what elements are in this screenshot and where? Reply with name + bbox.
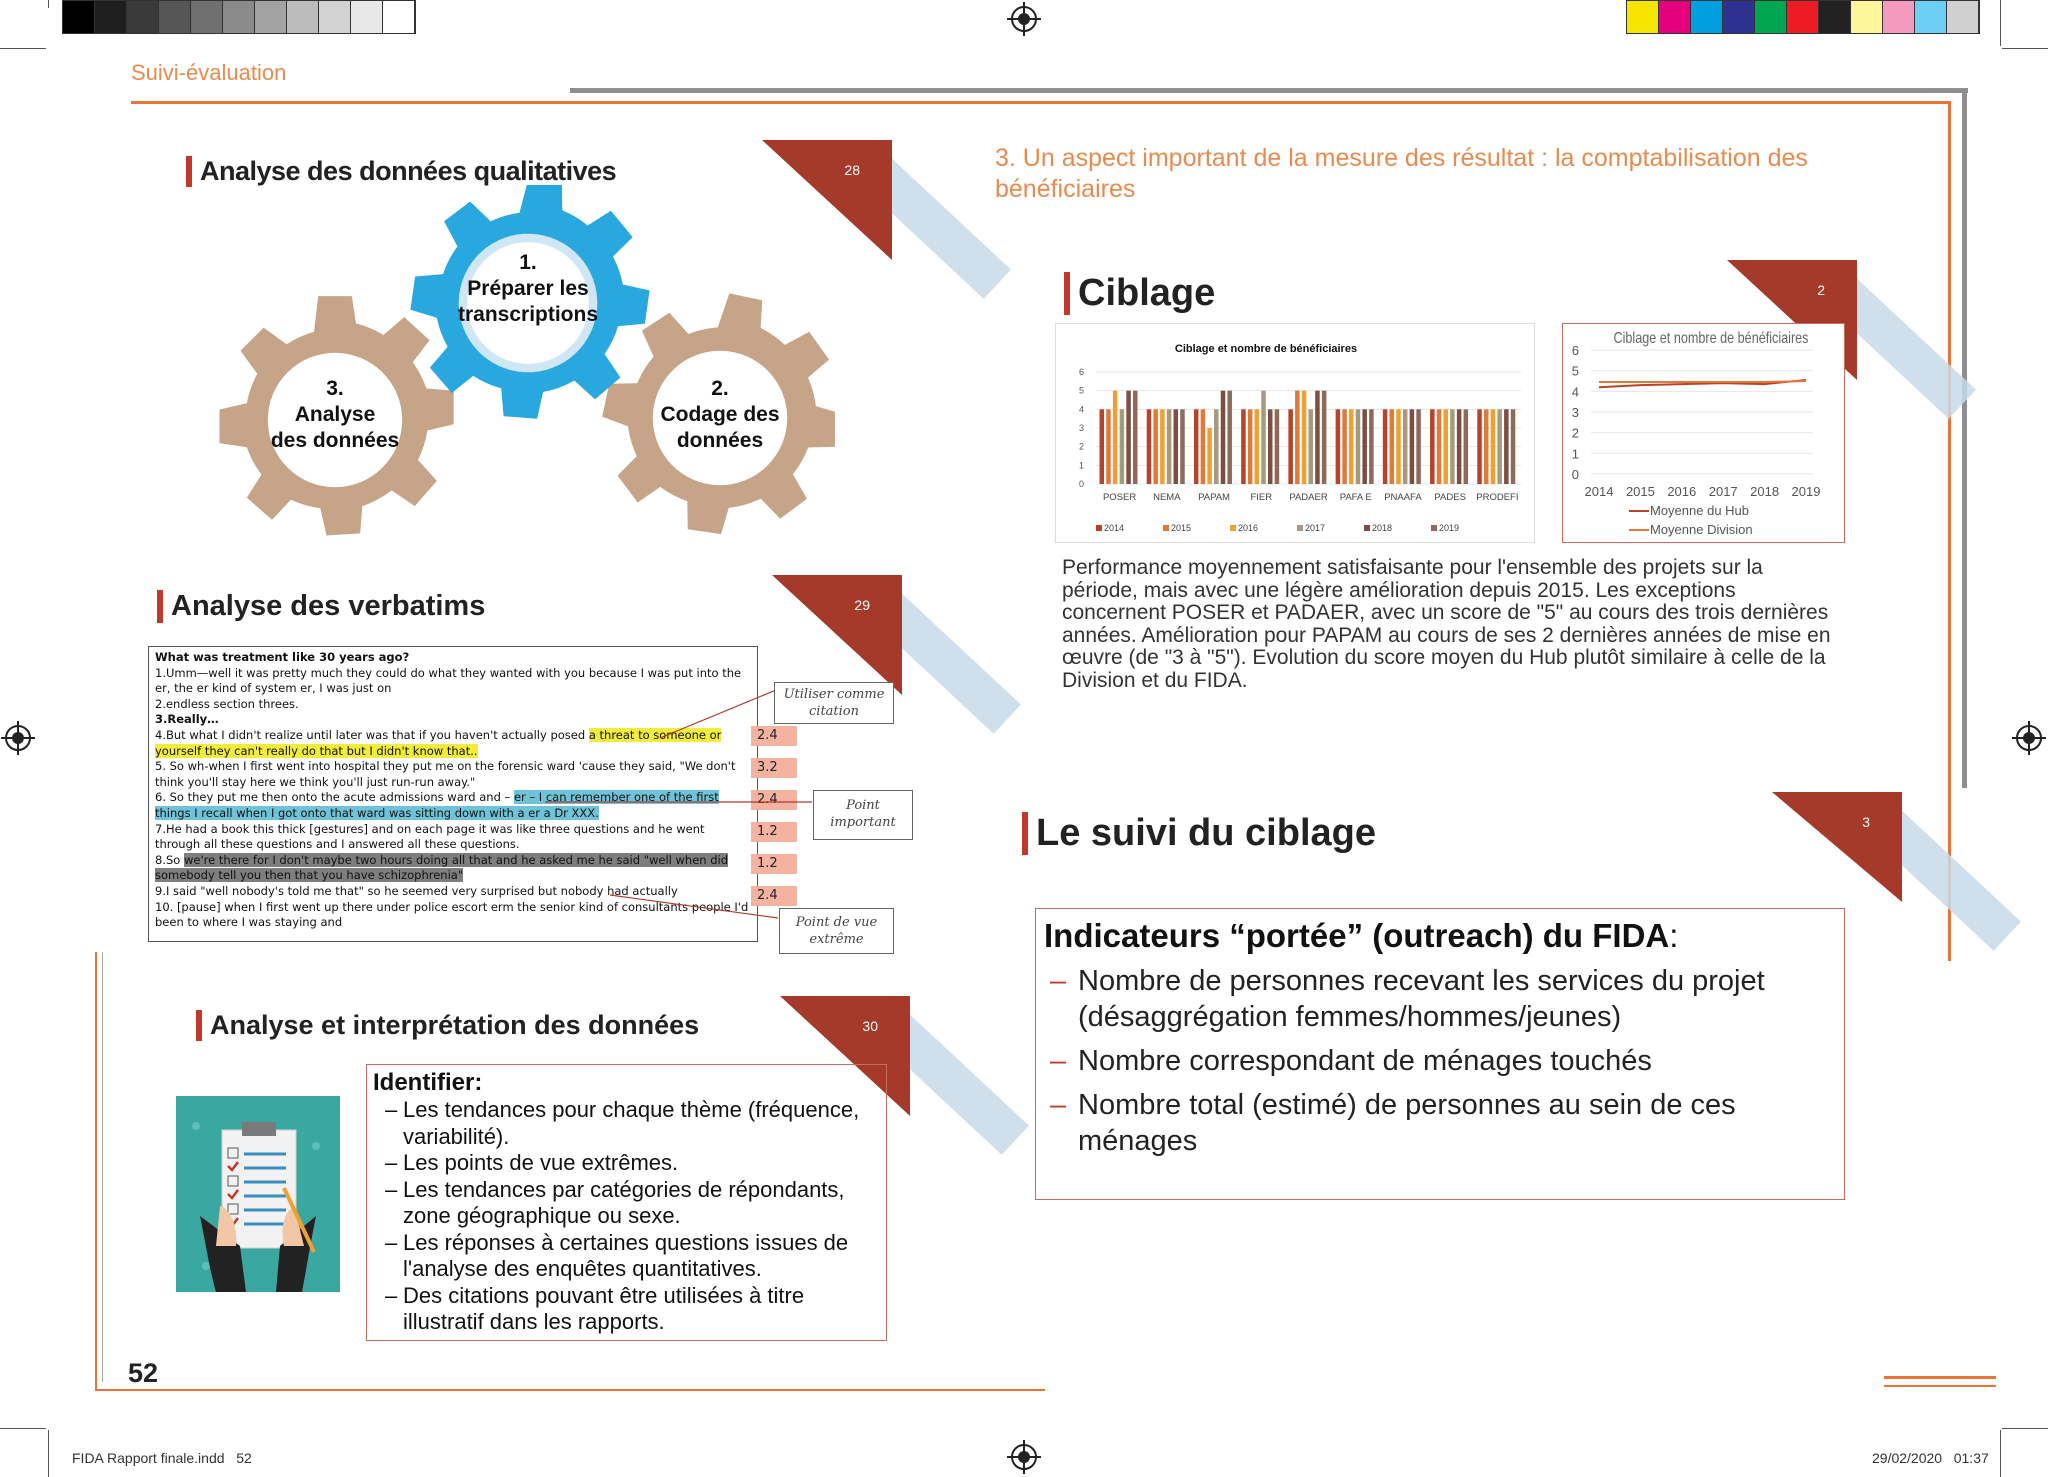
x-tick-label: PRODEFI xyxy=(1476,492,1519,503)
bar xyxy=(1106,409,1111,484)
legend-swatch xyxy=(1230,525,1236,531)
bar xyxy=(1390,409,1395,484)
note-quote: Utiliser comme citation xyxy=(774,682,894,724)
score-cell: 2.4 xyxy=(751,726,797,746)
bar xyxy=(1174,409,1179,484)
bar xyxy=(1160,409,1165,484)
clipboard-illustration xyxy=(176,1096,340,1292)
verbatim-line: 10. [pause] when I first went up there under police escort erm the senior kind of consultants people I'd been to where I was staying and xyxy=(155,899,749,930)
verbatim-question: What was treatment like 30 years ago? xyxy=(155,650,410,664)
verbatim-text: 4.But what I didn't realize until later was that if you haven't actually posed xyxy=(155,727,589,742)
verbatim-line: 9.I said "well nobody's told me that" so he seemed very surprised but nobody had actually xyxy=(155,883,678,898)
registration-mark-top xyxy=(1011,6,1037,32)
slide-number: 29 xyxy=(854,597,870,613)
slide-number: 30 xyxy=(862,1018,878,1034)
legend-label: 2017 xyxy=(1305,523,1326,533)
bar-chart xyxy=(1056,324,1536,544)
bar xyxy=(1403,409,1408,484)
bar xyxy=(1147,409,1152,484)
bar xyxy=(1315,391,1320,484)
bar xyxy=(1167,409,1172,484)
indicator-item: – Nombre correspondant de ménages touchés xyxy=(1044,1043,1844,1079)
bar xyxy=(1497,409,1502,484)
bar-chart-frame xyxy=(1055,323,1535,543)
x-tick-label: PNAAFA xyxy=(1384,492,1422,503)
legend-label: 2015 xyxy=(1171,523,1192,533)
legend-swatch xyxy=(1096,525,1102,531)
y-tick-label: 3 xyxy=(1078,423,1084,433)
crop-mark-bl-h xyxy=(0,1428,46,1429)
bar xyxy=(1322,391,1327,484)
registration-mark-bottom xyxy=(1011,1444,1037,1470)
score-cell: 2.4 xyxy=(751,886,797,906)
y-tick-label: 6 xyxy=(1571,343,1579,358)
slide-number: 28 xyxy=(844,162,860,178)
color-swatch xyxy=(1627,1,1659,33)
legend-swatch xyxy=(1297,525,1303,531)
identify-item: – Des citations pouvant être utilisées à titre illustratif dans les rapports. xyxy=(373,1283,880,1336)
footer-rule-1 xyxy=(1884,1376,1996,1379)
bar xyxy=(1120,409,1125,484)
score-cell: 1.2 xyxy=(751,854,797,874)
bar xyxy=(1416,409,1421,484)
line-chart-frame xyxy=(1562,323,1845,543)
x-tick-label: PADES xyxy=(1434,492,1466,503)
color-swatch xyxy=(1691,1,1723,33)
y-tick-label: 0 xyxy=(1078,479,1084,489)
note-important: Point important xyxy=(813,790,913,840)
gear-3-label: 3. Analyse des données xyxy=(270,377,400,452)
bar xyxy=(1511,409,1516,484)
slide-28-title: Analyse des données qualitatives xyxy=(186,156,616,187)
bar xyxy=(1241,409,1246,484)
legend-swatch xyxy=(1163,525,1169,531)
x-tick-label: 2017 xyxy=(1708,484,1738,499)
bar xyxy=(1295,391,1300,484)
y-tick-label: 0 xyxy=(1571,467,1579,482)
bar xyxy=(1450,409,1455,484)
legend-label: 2018 xyxy=(1372,523,1393,533)
bar xyxy=(1133,391,1138,484)
bar xyxy=(1100,409,1105,484)
slide-29-title: Analyse des verbatims xyxy=(157,590,485,623)
footer-rule-2 xyxy=(1884,1385,1996,1387)
bar xyxy=(1491,409,1496,484)
color-swatch xyxy=(1915,1,1947,33)
slide-number: 2 xyxy=(1817,282,1825,298)
y-tick-label: 4 xyxy=(1571,384,1579,400)
bar xyxy=(1180,409,1185,484)
bar xyxy=(1484,409,1489,484)
score-cell: 2.4 xyxy=(751,790,797,810)
verbatim-text: 8.So xyxy=(155,852,184,867)
performance-paragraph: Performance moyennement satisfaisante pour l'ensemble des projets sur la période, mais avec une légère amélioration depuis 2015. Les exceptions concernent POSER et PADAER, avec un score de "5" au cours des trois dernières années. Amélioration pour PAPAM au cours de ses 2 dernières années de mise en œuvre (de "3 à "5"). Evolution du score moyen du Hub plutôt similaire à celle de la Division et du FIDA. xyxy=(1062,556,1831,692)
identify-item: – Les points de vue extrêmes. xyxy=(373,1150,880,1177)
slide-number: 3 xyxy=(1862,814,1870,830)
x-tick-label: 2019 xyxy=(1791,484,1821,499)
bar xyxy=(1349,409,1354,484)
legend-label: 2014 xyxy=(1104,523,1125,533)
line-chart xyxy=(1563,324,1846,544)
y-tick-label: 2 xyxy=(1078,441,1084,452)
bar xyxy=(1443,409,1448,484)
slide-3-corner xyxy=(1772,792,1902,902)
chart-title: Ciblage et nombre de bénéficiaires xyxy=(1174,343,1358,355)
indicators-box xyxy=(1035,908,1845,1200)
color-swatch xyxy=(1883,1,1915,33)
y-tick-label: 3 xyxy=(1571,405,1579,420)
indicator-item: – Nombre total (estimé) de personnes au sein de ces ménages xyxy=(1044,1087,1844,1159)
highlight-blue: er – I can remember one of the first things I recall when I got onto that ward was sitting down with a er a Dr XXX. xyxy=(155,790,719,820)
header-rule-orange-vertical xyxy=(1948,101,1951,961)
highlight-grey: we're there for I don't maybe two hours doing all that and he asked me he said "well when did somebody tell you then that you have schizophrenia" xyxy=(155,852,729,883)
bar xyxy=(1342,409,1347,484)
x-tick-label: FIER xyxy=(1250,492,1273,503)
verbatim-line: 7.He had a book this thick [gestures] and on each page it was like three questions and he went through all these questions and I answered all these questions. xyxy=(155,821,705,852)
legend-label: Moyenne Division xyxy=(1650,522,1753,537)
bar xyxy=(1383,409,1388,484)
crop-mark-bl-v xyxy=(48,1430,49,1477)
bar xyxy=(1227,391,1232,484)
bar xyxy=(1396,409,1401,484)
bar xyxy=(1261,391,1266,484)
bar xyxy=(1362,409,1367,484)
x-tick-label: POSER xyxy=(1102,492,1137,503)
color-swatch xyxy=(1659,1,1691,33)
legend-swatch xyxy=(1364,525,1370,531)
legend-label: 2016 xyxy=(1238,523,1259,533)
bar xyxy=(1113,391,1118,484)
bar xyxy=(1464,409,1469,484)
crop-mark-tr-v xyxy=(2000,0,2001,46)
bar xyxy=(1430,409,1435,484)
bar xyxy=(1268,409,1273,484)
bar xyxy=(1288,409,1293,484)
color-swatch xyxy=(1947,1,1979,33)
y-tick-label: 5 xyxy=(1571,363,1579,379)
corner-triangle xyxy=(1772,792,1902,902)
identify-item: – Les tendances par catégories de répondants, zone géographique ou sexe. xyxy=(373,1177,880,1230)
page-number: 52 xyxy=(128,1358,159,1388)
x-tick-label: 2016 xyxy=(1667,484,1697,499)
bar xyxy=(1457,409,1462,484)
x-tick-label: NEMA xyxy=(1153,492,1181,503)
verbatim-line: 5. So wh-when I first went into hospital they put me on the forensic ward 'cause they said, "We don't think you'll stay here we think you'll just run-run away." xyxy=(155,759,736,789)
legend-swatch xyxy=(1431,525,1437,531)
identify-box xyxy=(366,1064,887,1341)
gear-1-label: 1. Préparer les transcriptions xyxy=(457,251,599,326)
y-tick-label: 1 xyxy=(1078,460,1084,471)
crop-mark-br-v xyxy=(2000,1430,2001,1477)
legend-label: Moyenne du Hub xyxy=(1650,503,1750,518)
gear-2-label: 2. Codage des données xyxy=(660,377,780,452)
x-tick-label: 2018 xyxy=(1750,484,1780,499)
crop-mark-br-h xyxy=(2002,1428,2048,1429)
series-line xyxy=(1599,381,1806,382)
identify-item: – Les tendances pour chaque thème (fréquence, variabilité). xyxy=(373,1097,880,1150)
identify-title: Identifier: xyxy=(373,1069,483,1096)
chart-title: Ciblage et nombre de bénéficiaires xyxy=(1613,330,1809,347)
verbatim-text: 6. So they put me then onto the acute admissions ward and – xyxy=(155,790,514,805)
verbatim-line: 1.Umm—well it was pretty much they could do what they wanted with you because I was put into the er, the er kind of system er, I was just on xyxy=(155,665,742,696)
section-header: Suivi-évaluation xyxy=(131,60,287,85)
identify-item: – Les réponses à certaines questions issues de l'analyse des enquêtes quantitatives. xyxy=(373,1230,880,1283)
header-rule-grey-vertical xyxy=(1962,88,1967,788)
bar xyxy=(1275,409,1280,484)
bar xyxy=(1309,409,1314,484)
y-tick-label: 5 xyxy=(1078,385,1084,396)
frame-grey-left-v xyxy=(102,952,103,1382)
color-swatch xyxy=(1787,1,1819,33)
indicator-item: – Nombre de personnes recevant les services du projet (désaggrégation femmes/hommes/jeunes) xyxy=(1044,963,1844,1035)
y-tick-label: 2 xyxy=(1571,425,1579,441)
frame-orange-bottom xyxy=(95,1389,1045,1391)
bar xyxy=(1356,409,1361,484)
highlight-yellow: a threat to someone or yourself they can't really do that but I didn't know that.. xyxy=(155,727,722,758)
x-tick-label: PADAER xyxy=(1289,492,1328,503)
legend-label: 2019 xyxy=(1439,523,1460,533)
score-cell: 1.2 xyxy=(751,822,797,842)
bar xyxy=(1255,409,1260,484)
footer-date: 29/02/2020 01:37 xyxy=(1872,1450,1989,1466)
crop-mark-tr-h xyxy=(2002,48,2048,49)
y-tick-label: 4 xyxy=(1078,404,1084,415)
color-swatch xyxy=(1819,1,1851,33)
slide-3-title: Le suivi du ciblage xyxy=(1022,812,1376,855)
bar xyxy=(1221,391,1226,484)
slide-2-title: Ciblage xyxy=(1064,272,1215,315)
bar xyxy=(1302,391,1307,484)
score-cell: 3.2 xyxy=(751,758,797,778)
color-swatch xyxy=(1723,1,1755,33)
bar xyxy=(1153,409,1158,484)
x-tick-label: 2014 xyxy=(1584,484,1614,499)
note-extreme: Point de vue extrême xyxy=(779,908,894,954)
bar xyxy=(1477,409,1482,484)
color-swatch xyxy=(1851,1,1883,33)
x-tick-label: PAPAM xyxy=(1198,492,1230,503)
registration-mark-right xyxy=(2016,725,2042,751)
indicators-title-text: Indicateurs “portée” (outreach) du FIDA xyxy=(1044,917,1670,954)
annotation-connectors xyxy=(0,0,1000,1000)
bar xyxy=(1201,409,1206,484)
bar xyxy=(1207,428,1212,484)
slide-30-title: Analyse et interprétation des données xyxy=(196,1010,699,1041)
x-tick-label: PAFA E xyxy=(1339,492,1372,503)
y-tick-label: 1 xyxy=(1571,446,1579,462)
bar xyxy=(1194,409,1199,484)
color-swatch-row xyxy=(1626,0,1980,34)
bar xyxy=(1504,409,1509,484)
y-tick-label: 6 xyxy=(1078,367,1084,377)
frame-orange-left-v xyxy=(95,952,97,1390)
footer-file: FIDA Rapport finale.indd 52 xyxy=(72,1450,252,1466)
indicators-title-colon: : xyxy=(1669,917,1679,954)
bar xyxy=(1437,409,1442,484)
color-swatch xyxy=(1755,1,1787,33)
bar xyxy=(1248,409,1253,484)
bar xyxy=(1126,391,1131,484)
bar xyxy=(1214,409,1219,484)
right-heading: 3. Un aspect important de la mesure des résultat : la comptabilisation des bénéficiaires xyxy=(995,144,1808,203)
bar xyxy=(1336,409,1341,484)
bar xyxy=(1369,409,1374,484)
verbatim-line: 2.endless section threes. xyxy=(155,696,299,711)
indicators-title xyxy=(1044,917,1844,955)
bar xyxy=(1410,409,1415,484)
verbatim-line: 3.Really… xyxy=(155,712,219,727)
x-tick-label: 2015 xyxy=(1625,484,1655,499)
